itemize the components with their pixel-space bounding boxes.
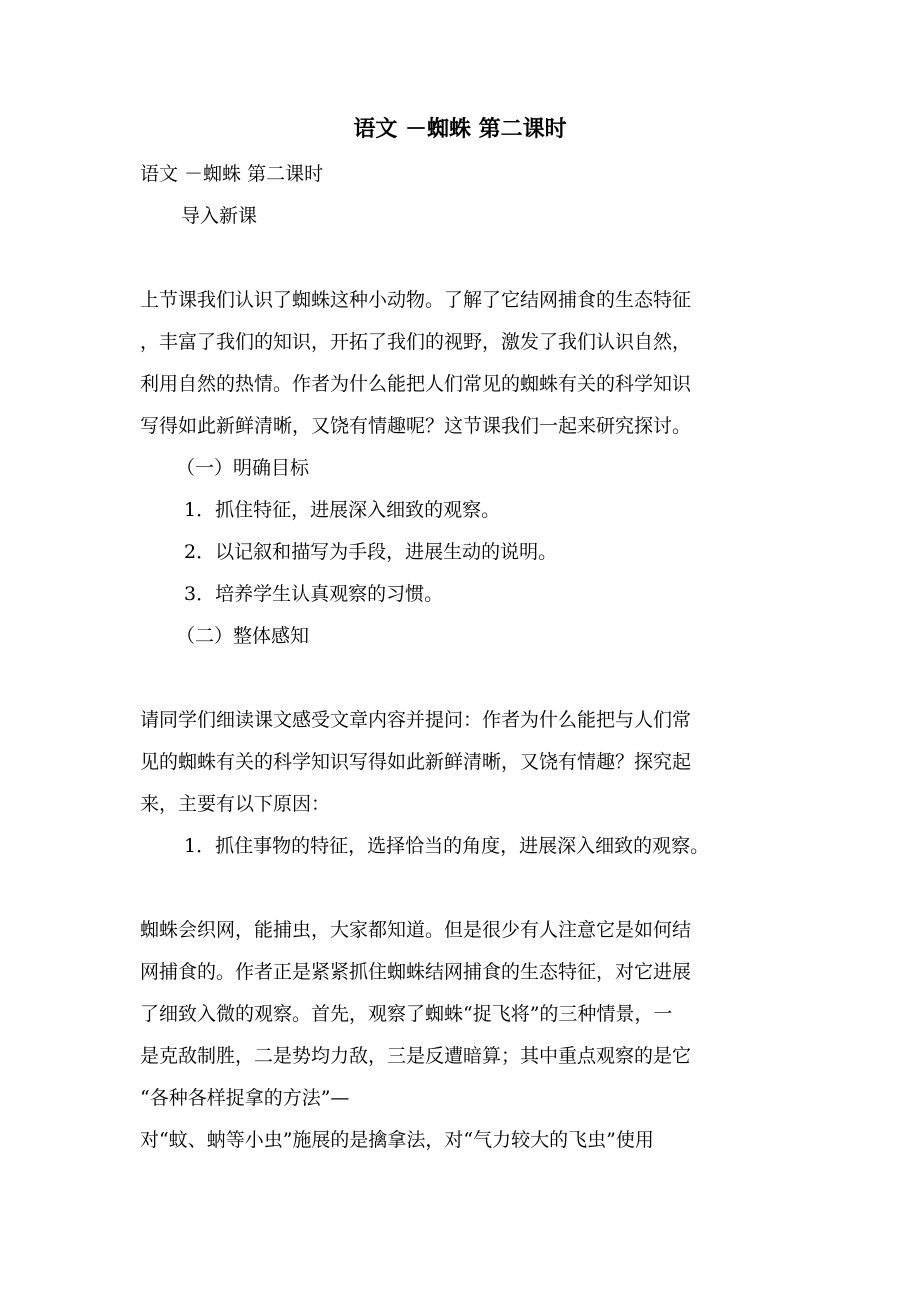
paragraph-line: 写得如此新鲜清晰，又饶有情趣呢？这节课我们一起来研究探讨。 xyxy=(140,415,692,437)
paragraph-line: 利用自然的热情。作者为什么能把人们常见的蜘蛛有关的科学知识 xyxy=(140,373,692,395)
section-heading: （二）整体感知 xyxy=(176,625,310,647)
paragraph-line: 网捕食的。作者正是紧紧抓住蜘蛛结网捕食的生态特征，对它进展 xyxy=(140,961,692,983)
paragraph-line: 见的蜘蛛有关的科学知识写得如此新鲜清晰，又饶有情趣？探究起 xyxy=(140,751,692,773)
paragraph-line: 是克敌制胜，二是势均力敌，三是反遭暗算；其中重点观察的是它 xyxy=(140,1045,692,1067)
paragraph-line: 对“蚊、蚋等小虫”施展的是擒拿法，对“气力较大的飞虫”使用 xyxy=(140,1129,654,1151)
paragraph-line: 上节课我们认识了蜘蛛这种小动物。了解了它结网捕食的生态特征 xyxy=(140,289,692,311)
paragraph-line: 了细致入微的观察。首先，观察了蜘蛛“捉飞将”的三种情景，一 xyxy=(140,1003,673,1025)
document-title: 语文 －蜘蛛 第二课时 xyxy=(353,116,567,142)
list-item: 1．抓住事物的特征，选择恰当的角度，进展深入细致的观察。 xyxy=(184,835,710,857)
paragraph-line: ，丰富了我们的知识，开拓了我们的视野，激发了我们认识自然， xyxy=(140,331,692,353)
list-item: 2．以记叙和描写为手段，进展生动的说明。 xyxy=(184,541,558,563)
paragraph-line: “各种各样捉拿的方法”— xyxy=(140,1087,350,1109)
list-item: 3．培养学生认真观察的习惯。 xyxy=(184,583,444,605)
section-heading: （一）明确目标 xyxy=(176,457,310,479)
list-item: 1．抓住特征，进展深入细致的观察。 xyxy=(184,499,501,521)
subtitle-line: 语文 －蜘蛛 第二课时 xyxy=(140,163,324,185)
section-heading: 导入新课 xyxy=(181,205,258,227)
paragraph-line: 蜘蛛会织网，能捕虫，大家都知道。但是很少有人注意它是如何结 xyxy=(140,919,692,941)
paragraph-line: 来，主要有以下原因： xyxy=(140,793,331,815)
paragraph-line: 请同学们细读课文感受文章内容并提问：作者为什么能把与人们常 xyxy=(140,709,692,731)
